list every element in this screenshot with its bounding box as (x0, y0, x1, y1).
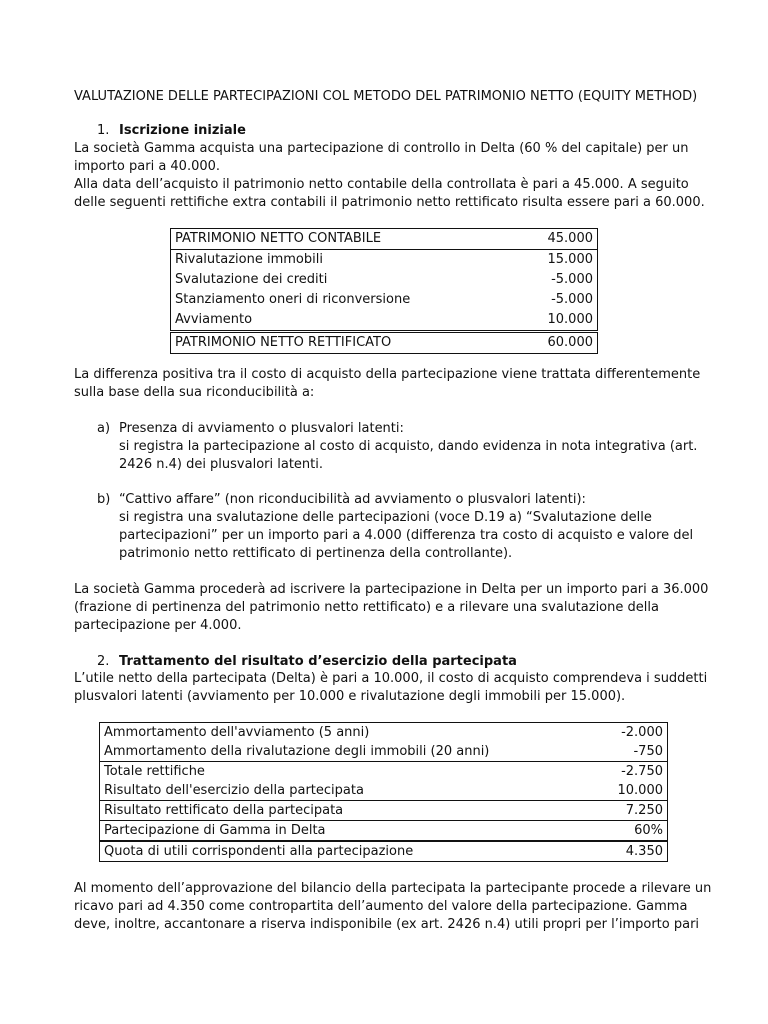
section1-line: Alla data dell’acquisto il patrimonio netto contabile della controllata è pari a 45.000. A seguito (74, 177, 689, 192)
table-row (171, 270, 598, 290)
table-cell-value: -2.000 (621, 725, 663, 740)
table-row (100, 742, 668, 762)
list-item-b (97, 491, 697, 563)
table-row (171, 229, 598, 250)
section2-line: L’utile netto della partecipata (Delta) è pari a 10.000, il costo di acquisto comprendeva i suddetti (74, 671, 708, 686)
table-cell-label: Quota di utili corrispondenti alla partecipazione (100, 841, 600, 862)
list-line: si registra una svalutazione delle partecipazioni (voce D.19 a) “Svalutazione delle (119, 510, 652, 525)
table-row (171, 310, 598, 332)
list-marker: a) (97, 421, 111, 436)
table-cell-label: Risultato dell'esercizio della partecipata (104, 783, 364, 798)
table-cell-value: 7.250 (599, 801, 667, 821)
table-row (100, 801, 668, 821)
list-marker: b) (97, 492, 111, 507)
table-cell-label: PATRIMONIO NETTO CONTABILE (171, 229, 521, 250)
list-item-a (97, 420, 697, 474)
table-cell-label: Rivalutazione immobili (175, 252, 323, 267)
section1-line: delle seguenti rettifiche extra contabili il patrimonio netto rettificato risulta essere pari a 60.000. (74, 195, 705, 210)
section1-number: 1. (97, 123, 110, 138)
paragraph-line: (frazione di pertinenza del patrimonio netto rettificato) e a rilevare una svalutazione della (74, 600, 659, 615)
table-row-total (100, 841, 668, 862)
equity-adjustment-table (170, 228, 598, 354)
section1-line: La società Gamma acquista una partecipazione di controllo in Delta (60 % del capitale) per un (74, 141, 689, 156)
table-row (171, 250, 598, 271)
paragraph-line: ricavo pari ad 4.350 come contropartita dell’aumento del valore della partecipazione. Gamma (74, 899, 688, 914)
table-cell-value: 60.000 (520, 332, 597, 354)
result-adjustment-table (99, 722, 668, 862)
table-row (100, 821, 668, 842)
section1-heading (97, 122, 246, 140)
section2-number: 2. (97, 654, 110, 669)
paragraph-line: Al momento dell’approvazione del bilancio della partecipata la partecipante procede a rilevare un (74, 881, 712, 896)
table-cell-label: PATRIMONIO NETTO RETTIFICATO (171, 332, 521, 354)
paragraph-line: sulla base della sua riconducibilità a: (74, 385, 315, 400)
section2-body (74, 670, 708, 706)
table-cell-label: Stanziamento oneri di riconversione (175, 292, 411, 307)
paragraph-line: partecipazione per 4.000. (74, 618, 242, 633)
section2-heading (97, 653, 517, 671)
table-cell-label: Partecipazione di Gamma in Delta (100, 821, 600, 842)
table-cell-label: Totale rettifiche (100, 762, 600, 782)
section1-line: importo pari a 40.000. (74, 159, 221, 174)
section2-title: Trattamento del risultato d’esercizio della partecipata (119, 654, 517, 669)
table-row-total (171, 332, 598, 354)
list-line: 2426 n.4) dei plusvalori latenti. (119, 457, 324, 472)
final-paragraph (74, 880, 712, 934)
list-line: Presenza di avviamento o plusvalori latenti: (119, 421, 404, 436)
table-cell-value: 10.000 (617, 783, 663, 798)
table-cell-value: -750 (633, 744, 663, 759)
document-title: VALUTAZIONE DELLE PARTECIPAZIONI COL METODO DEL PATRIMONIO NETTO (EQUITY METHOD) (74, 89, 698, 104)
paragraph-line: deve, inoltre, accantonare a riserva indisponibile (ex art. 2426 n.4) utili propri per l’importo pari (74, 917, 700, 932)
table-cell-value: 45.000 (520, 229, 597, 250)
table-row (100, 762, 668, 782)
table-cell-value: 4.350 (599, 841, 667, 862)
paragraph-line: La società Gamma procederà ad iscrivere la partecipazione in Delta per un importo pari a 36.000 (74, 582, 709, 597)
section1-title: Iscrizione iniziale (119, 123, 246, 138)
table-cell-label: Ammortamento della rivalutazione degli immobili (20 anni) (104, 744, 490, 759)
table-cell-value: -5.000 (551, 272, 593, 287)
table-cell-value: -2.750 (599, 762, 667, 782)
table-row (171, 290, 598, 310)
table-cell-label: Risultato rettificato della partecipata (100, 801, 600, 821)
table-cell-value: -5.000 (551, 292, 593, 307)
list-line: “Cattivo affare” (non riconducibilità ad avviamento o plusvalori latenti): (119, 492, 586, 507)
table-cell-label: Svalutazione dei crediti (175, 272, 328, 287)
list-line: partecipazioni” per un importo pari a 4.000 (differenza tra costo di acquisto e valore del (119, 528, 694, 543)
list-line: patrimonio netto rettificato di pertinenza della controllante). (119, 546, 513, 561)
table-row (100, 723, 668, 743)
table-cell-value: 15.000 (547, 252, 593, 267)
table-cell-label: Avviamento (175, 312, 253, 327)
table-cell-value: 10.000 (547, 312, 593, 327)
section1-body (74, 140, 705, 212)
section2-line: plusvalori latenti (avviamento per 10.000 e rivalutazione degli immobili per 15.000). (74, 689, 626, 704)
paragraph-line: La differenza positiva tra il costo di acquisto della partecipazione viene trattata differentemente (74, 367, 701, 382)
table-row (100, 781, 668, 801)
list-line: si registra la partecipazione al costo di acquisto, dando evidenza in nota integrativa (art. (119, 439, 698, 454)
table-cell-label: Ammortamento dell'avviamento (5 anni) (104, 725, 370, 740)
gamma-paragraph (74, 581, 709, 635)
table-cell-value: 60% (599, 821, 667, 842)
difference-paragraph (74, 366, 701, 402)
